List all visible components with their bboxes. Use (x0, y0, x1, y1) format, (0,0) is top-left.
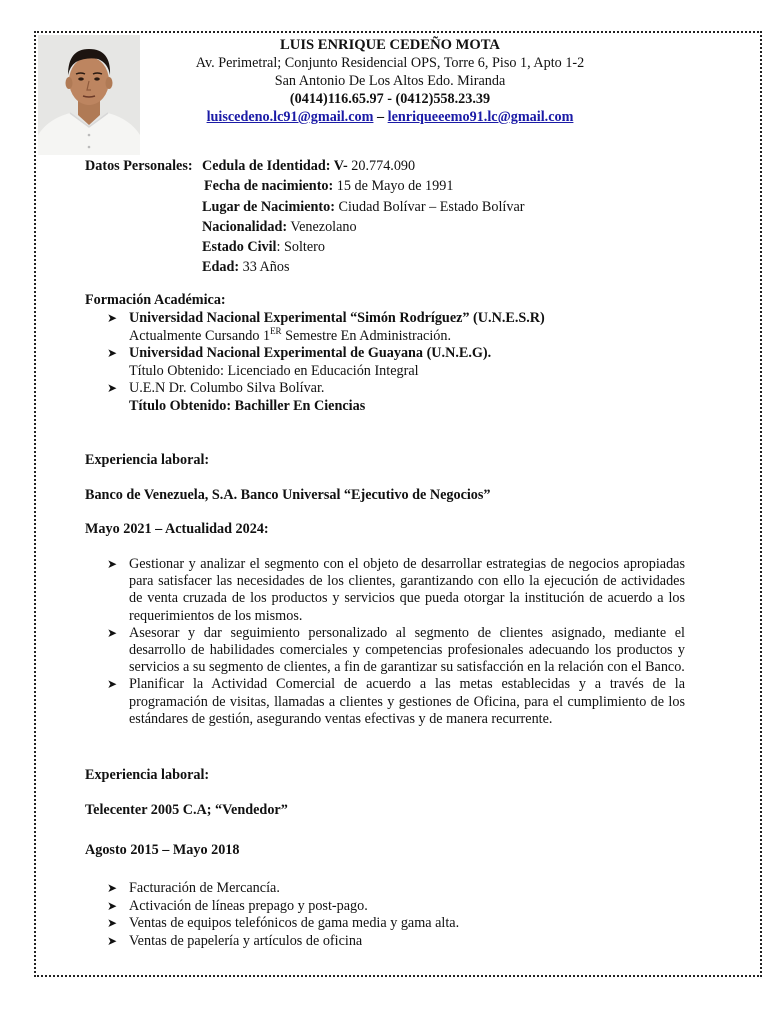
education-title: Formación Académica: (85, 292, 226, 308)
arrow-bullet-icon: ➤ (107, 625, 118, 640)
personal-label: Fecha de nacimiento: (204, 178, 334, 195)
education-detail (85, 325, 705, 346)
phone-numbers: (0414)116.65.97 - (0412)558.23.39 (289, 91, 491, 107)
personal-label: Nacionalidad: (202, 218, 288, 235)
arrow-bullet-icon: ➤ (107, 381, 118, 395)
arrow-bullet-icon: ➤ (107, 311, 118, 325)
education-item (85, 380, 705, 398)
email-link-1[interactable]: luiscedeno.lc91@gmail.com (206, 109, 374, 125)
job-duty (85, 625, 685, 677)
experience-title: Experiencia laboral: (85, 452, 210, 468)
address-line-1: Av. Perimetral; Conjunto Residencial OPS, Torre 6, Piso 1, Apto 1-2 (195, 55, 585, 71)
arrow-bullet-icon: ➤ (107, 557, 118, 571)
education-item (85, 310, 705, 328)
job-company: Banco de Venezuela, S.A. Banco Universal “Ejecutivo de Negocios” (85, 487, 491, 503)
job-duty-text: Ventas de equipos telefónicos de gama media y gama alta. (129, 915, 460, 932)
arrow-bullet-icon: ➤ (107, 346, 118, 360)
job-duty (85, 556, 685, 625)
job-duties-list (85, 556, 685, 728)
education-detail: Título Obtenido: Licenciado en Educación Integral (129, 362, 419, 379)
personal-section-label: Datos Personales: (85, 158, 193, 174)
candidate-name: LUIS ENRIQUE CEDEÑO MOTA (280, 37, 500, 53)
education-item (85, 345, 705, 363)
job-period: Agosto 2015 – Mayo 2018 (85, 842, 240, 858)
personal-value: : Soltero (276, 239, 325, 256)
personal-value: 33 Años (239, 259, 290, 276)
job-duty-text: Asesorar y dar seguimiento personalizado al segmento de clientes asignado, mediante el desarrollo de habilidades comerciales y competencias profesionales adecuando los productos y servicios a su segmento de clientes, a fin de garantizar su satisfacción en la relación con el Banco. (129, 624, 685, 676)
arrow-bullet-icon: ➤ (107, 916, 118, 931)
personal-value: 20.774.090 (347, 158, 416, 174)
personal-label: Cedula de Identidad: V- (202, 158, 348, 174)
education-institution: Universidad Nacional Experimental “Simón Rodríguez” (U.N.E.S.R) (129, 310, 545, 326)
address-line-2: San Antonio De Los Altos Edo. Miranda (274, 73, 506, 89)
job-duty-text: Activación de líneas prepago y post-pago. (129, 897, 368, 914)
personal-label: Lugar de Nacimiento: (202, 198, 335, 215)
education-section (85, 310, 705, 415)
personal-value: Venezolano (287, 218, 357, 235)
email-line (140, 108, 640, 126)
education-detail-text: Actualmente Cursando 1 (129, 327, 271, 344)
education-institution: U.E.N Dr. Columbo Silva Bolívar. (129, 380, 325, 396)
personal-value: 15 de Mayo de 1991 (333, 178, 454, 195)
ordinal-suffix: ER (270, 325, 282, 336)
job-duty (85, 915, 685, 933)
job-duty (85, 676, 685, 728)
arrow-bullet-icon: ➤ (107, 881, 118, 895)
job-duty (85, 880, 685, 898)
job-duty-text: Ventas de papelería y artículos de oficina (129, 932, 363, 949)
education-detail: Título Obtenido: Bachiller En Ciencias (129, 397, 366, 414)
job-duty (85, 933, 685, 951)
email-link-2[interactable]: lenriqueeemo91.lc@gmail.com (387, 109, 574, 125)
education-institution: Universidad Nacional Experimental de Guayana (U.N.E.G). (129, 345, 492, 361)
job-duty-text: Facturación de Mercancía. (129, 880, 280, 896)
email-separator: – (373, 109, 388, 125)
arrow-bullet-icon: ➤ (107, 677, 118, 692)
job-company: Telecenter 2005 C.A; “Vendedor” (85, 802, 288, 818)
job-duty-text: Planificar la Actividad Comercial de acuerdo a las metas establecidas y a través de la programación de visitas, llamadas a clientes y gestiones de Oficina, para el cumplimiento de los estándares de gestión, asegurando ventas efectivas y de manera recurrente. (129, 676, 685, 727)
education-detail-text: Semestre En Administración. (281, 327, 452, 344)
job-duty (85, 898, 685, 916)
job-duties-list (85, 880, 685, 950)
experience-title: Experiencia laboral: (85, 767, 210, 783)
personal-label: Edad: (202, 259, 240, 276)
profile-photo (38, 35, 140, 155)
personal-label: Estado Civil (202, 239, 277, 256)
personal-value: Ciudad Bolívar – Estado Bolívar (334, 198, 525, 215)
contact-header (140, 36, 640, 126)
job-duty-text: Gestionar y analizar el segmento con el objeto de desarrollar estrategias de negocios apropiadas para satisfacer las necesidades de los clientes, garantizando con ello la ejecución de actividades de venta cruzada de los productos y servicios que pueda otorgar la institución de acuerdo a los requerimientos de los mismos. (129, 556, 685, 624)
arrow-bullet-icon: ➤ (107, 898, 118, 913)
job-period: Mayo 2021 – Actualidad 2024: (85, 521, 269, 537)
arrow-bullet-icon: ➤ (107, 933, 118, 948)
